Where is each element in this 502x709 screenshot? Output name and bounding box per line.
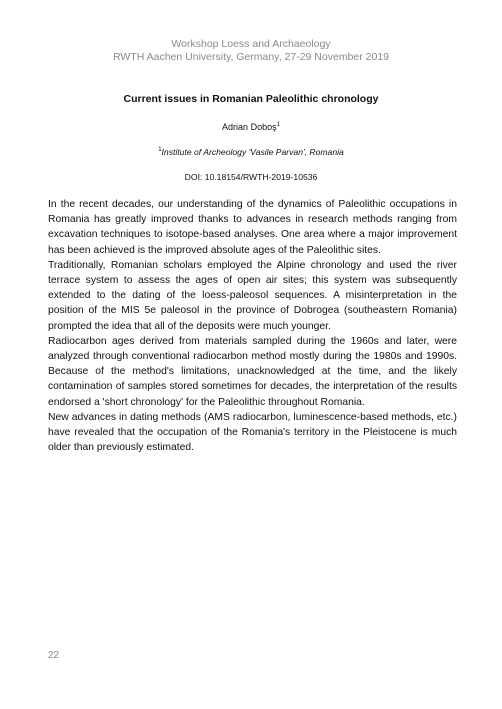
affiliation-marker: 1 [158, 147, 162, 154]
author-name: Adrian Doboş [222, 122, 277, 132]
paragraph: Traditionally, Romanian scholars employed the Alpine chronology and used the river terrace system to assess the ages of open air sites; this system was subsequently extended to the dating of the loess-paleosol sequences. A misinterpretation in the position of the MIS 5e paleosol in the province of Dobrogea (southeastern Romania) prompted the idea that all of the deposits were much younger. [48, 259, 457, 332]
author-line [0, 122, 502, 132]
header-workshop-title: Workshop Loess and Archaeology [171, 38, 331, 50]
abstract-body [48, 197, 457, 455]
affiliation-line [0, 147, 502, 157]
page-number: 22 [48, 650, 60, 661]
affiliation-text: Institute of Archeology 'Vasile Parvan', Romania [161, 147, 344, 157]
paragraph: Radiocarbon ages derived from materials sampled during the 1960s and later, were analyzed through conventional radiocarbon method mostly during the 1980s and 1990s. Because of the method's limitations, unacknowledged at the time, and the likely contamination of samples stored sometimes for decades, the interpretation of the results endorsed a 'short chronology' for the Paleolithic throughout Romania. [48, 335, 457, 408]
header-venue-dates: RWTH Aachen University, Germany, 27-29 November 2019 [112, 51, 390, 63]
running-header [0, 38, 502, 64]
paragraph: In the recent decades, our understanding of the dynamics of Paleolithic occupations in Romania has greatly improved thanks to advances in research methods ranging from excavation techniques to isotope-based analyses. One area where a major improvement has been achieved is the improved absolute ages of the Paleolithic sites. [48, 199, 457, 256]
paragraph: New advances in dating methods (AMS radiocarbon, luminescence-based methods, etc.) have revealed that the occupation of the Romania's territory in the Pleistocene is much older than previously estimated. [48, 411, 457, 454]
doi: DOI: 10.18154/RWTH-2019-10536 [184, 172, 318, 182]
author-affiliation-marker: 1 [276, 122, 280, 128]
paper-title: Current issues in Romanian Paleolithic chronology [123, 93, 379, 105]
